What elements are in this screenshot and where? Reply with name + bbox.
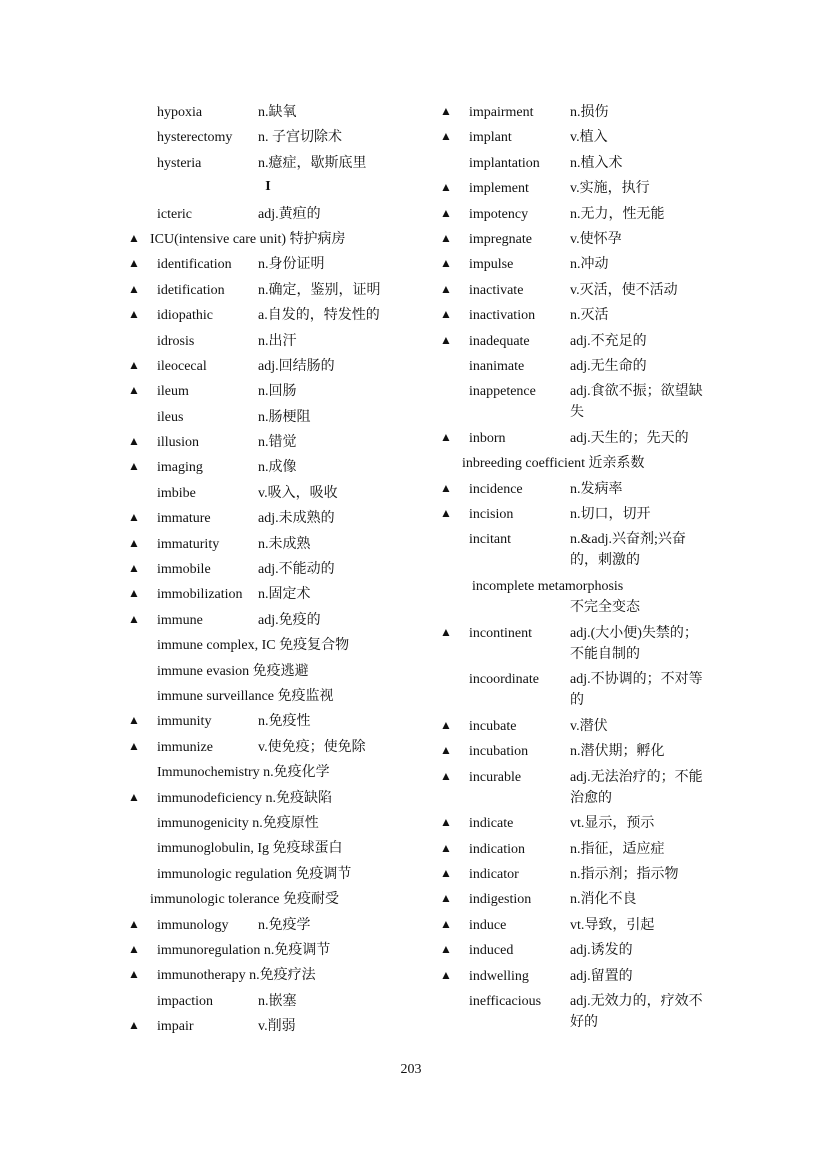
glossary-entry [440,329,740,354]
triangle-marker-icon: ▲ [440,104,452,118]
triangle-marker-icon: ▲ [440,717,452,732]
entry-definition: n.灭活 [570,308,609,324]
glossary-entry [128,1014,408,1039]
triangle-marker-icon: ▲ [440,768,452,783]
entry-term: inanimate [469,358,525,374]
entry-term: inactivate [469,282,524,298]
entry-term: hysteria [157,155,202,171]
entry-definition: adj.不协调的；不对等的 [570,672,703,709]
glossary-entry [440,354,740,379]
entry-term: immunity [157,714,212,730]
left-column [128,100,408,1039]
entry-definition: v.吸入，吸收 [258,485,338,501]
glossary-entry [128,481,408,506]
glossary-entry [128,329,408,354]
glossary-entry [128,582,408,607]
glossary-entry [128,202,408,227]
entry-term: incurable [469,769,522,785]
entry-definition: n. 子宫切除术 [258,130,342,146]
entry-definition: adj.回结肠的 [258,358,335,374]
triangle-marker-icon: ▲ [440,815,452,830]
entry-term: inefficacious [469,993,542,1009]
glossary-entry [440,151,740,176]
triangle-marker-icon: ▲ [440,891,452,906]
triangle-marker-icon: ▲ [128,281,140,296]
glossary-entry [128,354,408,379]
glossary-entry [128,100,408,125]
triangle-marker-icon: ▲ [128,738,140,753]
triangle-marker-icon: ▲ [128,383,140,398]
triangle-marker-icon: ▲ [440,865,452,880]
entry-definition: 不完全变态 [570,600,640,616]
entry-definition: v.使怀孕 [570,231,622,247]
entry-term: indwelling [469,968,529,984]
triangle-marker-icon: ▲ [128,561,140,576]
glossary-entry [440,964,740,989]
triangle-marker-icon: ▲ [440,624,452,639]
glossary-entry [440,574,740,621]
entry-text: immunologic regulation 免疫调节 [157,866,352,882]
triangle-marker-icon: ▲ [128,611,140,626]
entry-definition: adj.免疫的 [258,612,321,628]
glossary-entry [128,252,408,277]
triangle-marker-icon: ▲ [128,941,140,956]
triangle-marker-icon: ▲ [440,256,452,271]
entry-term: ileocecal [157,358,207,374]
entry-term: indicate [469,816,514,832]
triangle-marker-icon: ▲ [128,789,140,804]
glossary-entry [440,527,740,574]
glossary-entry [440,739,740,764]
entry-definition: n.嵌塞 [258,993,297,1009]
glossary-entry [440,303,740,328]
glossary-entry [128,633,408,658]
entry-definition: adj.不能动的 [258,562,335,578]
glossary-entry [440,765,740,812]
entry-term: impaction [157,993,213,1009]
triangle-marker-icon: ▲ [128,230,140,245]
glossary-entry [440,379,740,426]
entry-term: hysterectomy [157,130,233,146]
glossary-entry [440,202,740,227]
glossary-entry [440,811,740,836]
entry-definition: v.灭活，使不活动 [570,282,678,298]
entry-definition: n.固定术 [258,587,311,603]
glossary-entry [128,506,408,531]
entry-term: immunology [157,917,229,933]
triangle-marker-icon: ▲ [440,129,452,144]
glossary-entry [440,938,740,963]
entry-term: incubate [469,718,517,734]
triangle-marker-icon: ▲ [440,506,452,521]
glossary-entry [128,227,408,252]
entry-text: immunologic tolerance 免疫耐受 [150,892,339,908]
entry-term: indicator [469,866,519,882]
triangle-marker-icon: ▲ [128,459,140,474]
glossary-entry [128,405,408,430]
triangle-marker-icon: ▲ [440,967,452,982]
entry-definition: n.潜伏期；孵化 [570,744,665,760]
entry-definition: adj.无效力的，疗效不好的 [570,993,703,1030]
entry-term: incidence [469,481,523,497]
entry-definition: adj.天生的；先天的 [570,430,689,446]
entry-definition: adj.无生命的 [570,358,647,374]
glossary-entry [128,278,408,303]
triangle-marker-icon: ▲ [440,230,452,245]
glossary-entry [128,938,408,963]
entry-term: impair [157,1019,194,1035]
triangle-marker-icon: ▲ [128,967,140,982]
entry-definition: n.出汗 [258,333,297,349]
entry-text: inbreeding coefficient 近亲系数 [462,456,645,472]
entry-term: immune [157,612,203,628]
entry-term: inappetence [469,384,536,400]
glossary-entry [440,714,740,739]
glossary-entry [128,963,408,988]
glossary-entry [440,278,740,303]
entry-term: incubation [469,744,529,760]
entry-term: hypoxia [157,105,203,120]
entry-term: imbibe [157,485,196,501]
glossary-entry [440,837,740,862]
entry-text: incomplete metamorphosis [472,579,624,595]
triangle-marker-icon: ▲ [440,743,452,758]
entry-text: ICU(intensive care unit) 特护病房 [150,231,346,247]
entry-definition: vt.导致，引起 [570,917,655,933]
entry-definition: n.消化不良 [570,892,637,908]
glossary-entry [440,426,740,451]
entry-definition: n.指示剂；指示物 [570,866,679,882]
entry-text: immune complex, IC 免疫复合物 [157,638,350,654]
entry-term: indication [469,841,525,857]
glossary-entry [128,455,408,480]
entry-term: indigestion [469,892,532,908]
triangle-marker-icon: ▲ [440,480,452,495]
entry-definition: adj.食欲不振；欲望缺失 [570,384,703,421]
glossary-entry [440,252,740,277]
entry-definition: n.未成熟 [258,536,311,552]
triangle-marker-icon: ▲ [440,180,452,195]
entry-term: inadequate [469,333,530,349]
entry-definition: adj.不充足的 [570,333,647,349]
entry-term: idrosis [157,333,195,349]
entry-text: immunoregulation n.免疫调节 [157,942,331,958]
entry-definition: v.使免疫；使免除 [258,739,366,755]
glossary-entry [128,430,408,455]
triangle-marker-icon: ▲ [128,1018,140,1033]
entry-term: inactivation [469,308,536,324]
entry-term: illusion [157,435,200,451]
entry-definition: n.成像 [258,460,297,476]
triangle-marker-icon: ▲ [440,840,452,855]
triangle-marker-icon: ▲ [128,510,140,525]
entry-text: immune evasion 免疫逃避 [157,663,309,679]
triangle-marker-icon: ▲ [128,916,140,931]
glossary-entry [440,502,740,527]
entry-term: impregnate [469,231,532,247]
triangle-marker-icon: ▲ [128,256,140,271]
triangle-marker-icon: ▲ [128,535,140,550]
entry-definition: n.错觉 [258,435,297,451]
entry-definition: v.植入 [570,130,608,146]
triangle-marker-icon: ▲ [128,307,140,322]
entry-definition: adj.无法治疗的；不能治愈的 [570,769,703,806]
glossary-entry [440,477,740,502]
triangle-marker-icon: ▲ [440,332,452,347]
glossary-entry [440,176,740,201]
triangle-marker-icon: ▲ [440,429,452,444]
triangle-marker-icon: ▲ [440,942,452,957]
glossary-entry [128,989,408,1014]
entry-term: implantation [469,155,540,171]
entry-definition: n.肠梗阻 [258,409,311,425]
entry-term: icteric [157,206,192,222]
triangle-marker-icon: ▲ [128,434,140,449]
entry-definition: n.损伤 [570,105,609,120]
glossary-entry [440,667,740,714]
entry-definition: n.切口，切开 [570,507,651,523]
entry-definition: n.免疫性 [258,714,311,730]
glossary-entry [128,836,408,861]
glossary-entry [440,913,740,938]
entry-term: immobilization [157,587,243,603]
entry-term: impairment [469,105,534,120]
entry-term: impulse [469,257,514,273]
glossary-entry [128,557,408,582]
entry-definition: n.癔症，歇斯底里 [258,155,367,171]
entry-definition: vt.显示，预示 [570,816,655,832]
entry-definition: a.自发的，特发性的 [258,308,380,324]
glossary-entry [440,100,740,125]
entry-definition: adj.诱发的 [570,943,633,959]
entry-term: induce [469,917,507,933]
entry-term: implement [469,181,529,197]
entry-text: immunogenicity n.免疫原性 [157,815,319,831]
entry-term: immaturity [157,536,220,552]
triangle-marker-icon: ▲ [128,713,140,728]
entry-definition: v.实施，执行 [570,181,650,197]
entry-term: ileus [157,409,184,425]
glossary-entry [128,608,408,633]
glossary-entry [440,451,740,476]
entry-definition: n.免疫学 [258,917,311,933]
entry-term: idiopathic [157,308,213,324]
entry-text: immunotherapy n.免疫疗法 [157,968,316,984]
entry-term: impotency [469,206,529,222]
glossary-entry [440,621,740,668]
entry-term: identification [157,257,232,273]
glossary-entry [440,862,740,887]
glossary-entry [440,227,740,252]
entry-term: immobile [157,562,211,578]
entry-term: incitant [469,532,511,548]
glossary-entry [128,379,408,404]
glossary-entry [440,887,740,912]
entry-text: immunodeficiency n.免疫缺陷 [157,790,332,806]
triangle-marker-icon: ▲ [440,281,452,296]
entry-term: incontinent [469,625,532,641]
entry-definition: v.削弱 [258,1019,296,1035]
glossary-entry [128,735,408,760]
glossary-entry [128,887,408,912]
entry-term: imaging [157,460,203,476]
entry-definition: n.&adj.兴奋剂;兴奋的，刺激的 [570,532,686,569]
triangle-marker-icon: ▲ [440,205,452,220]
entry-term: incision [469,507,514,523]
entry-definition: n.缺氧 [258,105,297,120]
glossary-entry [128,151,408,176]
glossary-entry [128,532,408,557]
glossary-entry [128,760,408,785]
triangle-marker-icon: ▲ [128,586,140,601]
glossary-entry [128,786,408,811]
entry-definition: n.身份证明 [258,257,325,273]
entry-term: incoordinate [469,672,539,688]
entry-definition: adj.留置的 [570,968,633,984]
glossary-entry [128,125,408,150]
glossary-entry [128,913,408,938]
triangle-marker-icon: ▲ [128,357,140,372]
entry-term: implant [469,130,512,146]
entry-definition: adj.未成熟的 [258,511,335,527]
glossary-entry [440,125,740,150]
glossary-entry [128,303,408,328]
entry-text: immunoglobulin, Ig 免疫球蛋白 [157,841,343,857]
entry-term: immature [157,511,211,527]
glossary-entry [128,811,408,836]
entry-term: inborn [469,430,506,446]
entry-term: immunize [157,739,213,755]
glossary-entry [128,684,408,709]
entry-definition: v.潜伏 [570,718,608,734]
entry-definition: n.发病率 [570,481,623,497]
page-number: 203 [400,1062,422,1077]
section-heading: I [265,179,271,195]
entry-term: ileum [157,384,189,400]
entry-definition: n.植入术 [570,155,623,171]
glossary-entry [128,862,408,887]
entry-text: Immunochemistry n.免疫化学 [157,765,330,781]
entry-term: idetification [157,282,225,298]
right-column [440,100,740,1036]
entry-definition: n.指征，适应症 [570,841,665,857]
entry-term: induced [469,943,514,959]
entry-definition: n.冲动 [570,257,609,273]
triangle-marker-icon: ▲ [440,916,452,931]
glossary-entry [128,709,408,734]
entry-definition: n.无力，性无能 [570,206,665,222]
entry-definition: adj.黄疸的 [258,206,321,222]
entry-text: immune surveillance 免疫监视 [157,688,334,704]
glossary-entry [440,989,740,1036]
entry-definition: adj.(大小便)失禁的；不能自制的 [570,625,698,662]
entry-definition: n.确定，鉴别，证明 [258,282,381,298]
entry-definition: n.回肠 [258,384,297,400]
glossary-entry [128,659,408,684]
triangle-marker-icon: ▲ [440,307,452,322]
